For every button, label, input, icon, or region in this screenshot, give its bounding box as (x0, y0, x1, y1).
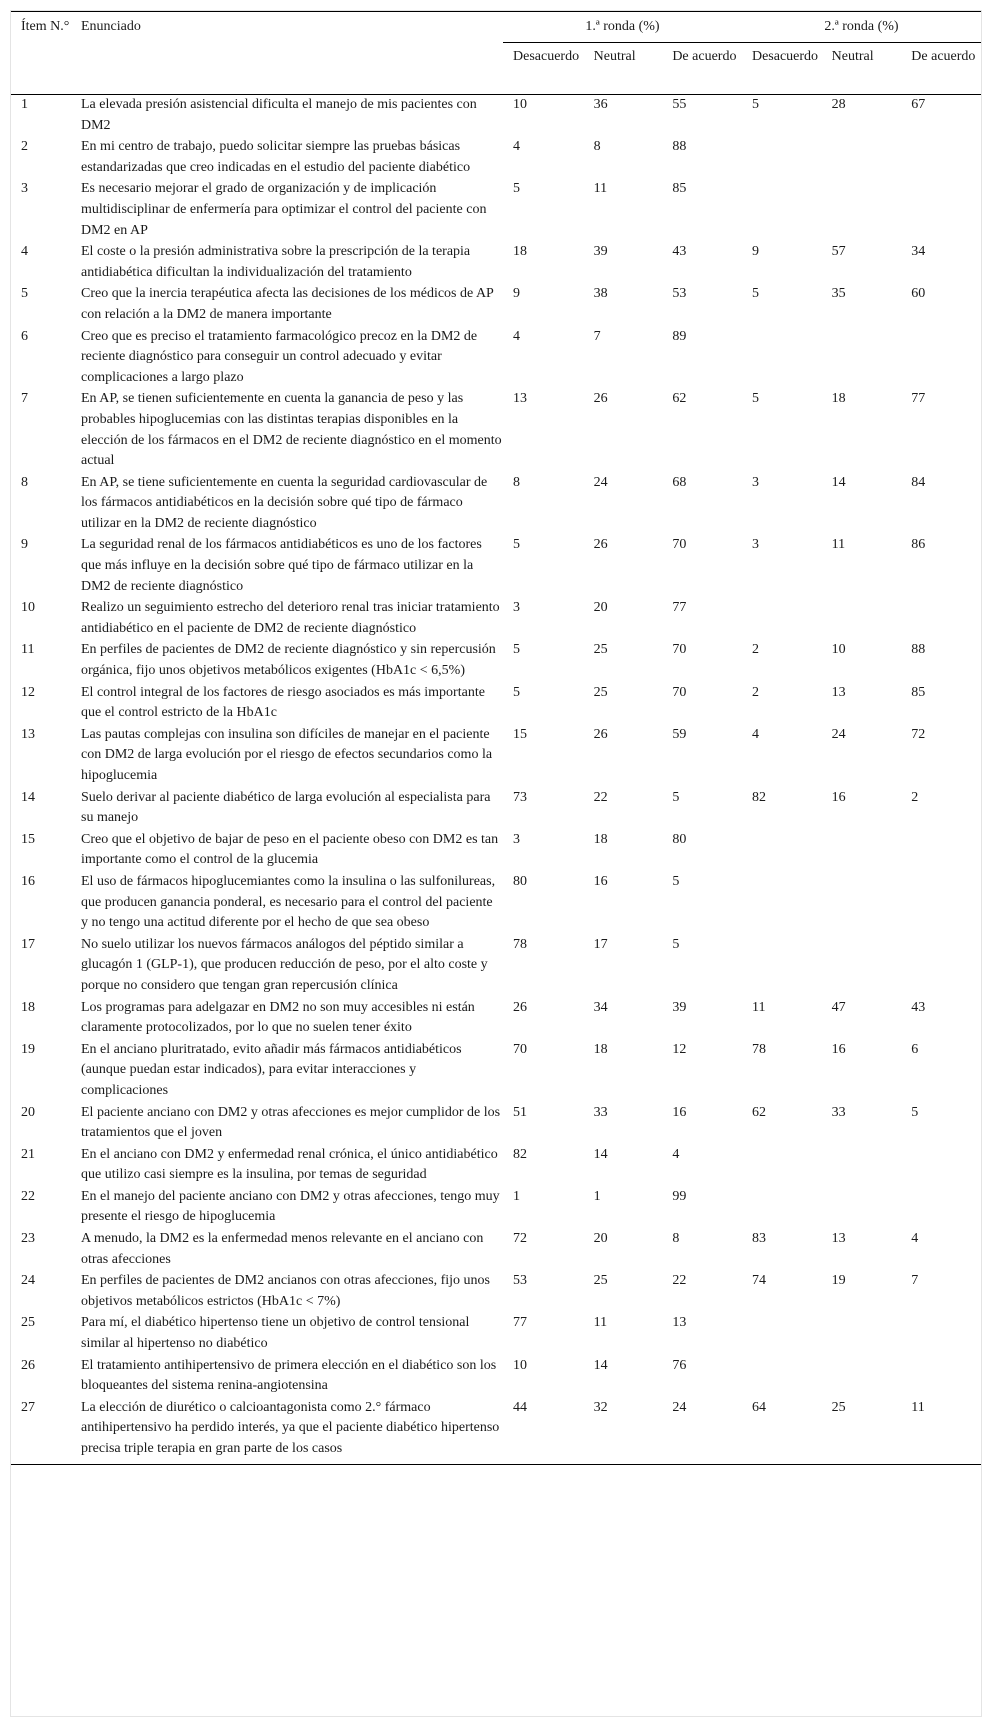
r1-agree: 77 (672, 600, 687, 616)
item-number: 27 (11, 1398, 80, 1464)
r1-agree: 13 (672, 1315, 687, 1331)
table-row (11, 473, 981, 536)
r2-agree (901, 137, 981, 179)
r1-agree: 22 (672, 1273, 687, 1289)
r1-neutral: 11 (593, 1315, 608, 1331)
table-row (11, 1356, 981, 1398)
table-row (11, 725, 981, 788)
r1-agree: 5 (672, 936, 680, 952)
item-number: 15 (21, 831, 35, 847)
item-number: 13 (21, 726, 35, 742)
r1-agree-header: De acuerdo (662, 43, 742, 95)
r1-disagree: 70 (513, 1041, 527, 1057)
table-row (11, 872, 981, 935)
r2-agree: 4 (911, 1231, 919, 1247)
r1-disagree: 1 (513, 1188, 520, 1204)
table-row (11, 137, 981, 179)
item-number: 12 (21, 684, 35, 700)
r2-disagree: 82 (751, 789, 766, 805)
table-row (11, 1271, 981, 1313)
r1-neutral: 14 (593, 1146, 608, 1162)
results-table (11, 11, 981, 1465)
item-number: 11 (21, 642, 35, 658)
item-number: 5 (21, 286, 28, 302)
r2-agree: 11 (901, 1398, 981, 1464)
item-statement: Las pautas complejas con insulina son difíciles de manejar en el paciente con DM2 de larga evolución por el riesgo de efectos secundarios como la hipoglucemia (81, 726, 493, 783)
table-row (11, 1040, 981, 1103)
r1-neutral: 11 (593, 181, 608, 197)
r1-disagree-header: Desacuerdo (503, 43, 583, 95)
table-row (11, 327, 981, 390)
r2-neutral: 47 (831, 999, 846, 1015)
r1-disagree: 18 (513, 244, 527, 260)
r2-agree (901, 327, 981, 390)
item-number: 3 (21, 181, 28, 197)
r2-disagree (742, 1356, 822, 1398)
r1-disagree: 44 (503, 1398, 583, 1464)
r1-neutral: 16 (593, 873, 608, 889)
r2-neutral: 14 (831, 474, 846, 490)
table-row (11, 1187, 981, 1229)
table-row (11, 998, 981, 1040)
table-row (11, 535, 981, 598)
r1-neutral: 26 (593, 391, 608, 407)
r2-agree: 60 (911, 286, 926, 302)
r2-neutral: 13 (831, 684, 846, 700)
r2-disagree: 4 (751, 726, 759, 742)
r2-neutral: 24 (831, 726, 846, 742)
r2-disagree: 11 (751, 999, 766, 1015)
r2-agree: 84 (911, 474, 926, 490)
r2-disagree: 3 (751, 537, 759, 553)
r1-neutral: 33 (593, 1104, 608, 1120)
table-row (11, 935, 981, 998)
r1-agree: 16 (672, 1104, 687, 1120)
r2-agree: 72 (911, 726, 926, 742)
r2-neutral: 16 (831, 1041, 846, 1057)
r2-agree (901, 1187, 981, 1229)
r2-neutral: 16 (831, 789, 846, 805)
item-number: 8 (21, 474, 28, 490)
r2-disagree: 83 (751, 1231, 766, 1247)
r2-agree: 86 (911, 537, 926, 553)
item-number: 14 (21, 789, 35, 805)
r1-agree: 70 (672, 684, 687, 700)
r2-disagree: 5 (751, 391, 759, 407)
item-statement: El uso de fármacos hipoglucemiantes como la insulina o las sulfonilureas, que producen ganancia ponderal, es necesario para el control del paciente y no tengo una actitud diferente por el hecho de que sea obeso (81, 873, 496, 931)
r2-neutral-header: Neutral (822, 43, 902, 95)
item-statement: El control integral de los factores de riesgo asociados es más importante que el control estricto de la HbA1c (81, 684, 485, 721)
r1-neutral: 26 (593, 537, 608, 553)
r1-disagree: 26 (513, 999, 527, 1015)
r1-agree: 99 (672, 1188, 687, 1204)
r2-neutral (822, 830, 902, 872)
r2-disagree (742, 1145, 822, 1187)
r2-agree: 43 (911, 999, 926, 1015)
item-statement: Realizo un seguimiento estrecho del deterioro renal tras iniciar tratamiento antidiabético en el paciente de DM2 de reciente diagnóstico (81, 600, 500, 636)
r2-disagree (742, 1313, 822, 1355)
r2-disagree (742, 830, 822, 872)
r1-agree: 5 (672, 873, 680, 889)
item-statement: Suelo derivar al paciente diabético de larga evolución al especialista para su manejo (81, 789, 491, 826)
r2-agree-header: De acuerdo (901, 43, 981, 95)
r2-disagree (742, 1187, 822, 1229)
r2-neutral (822, 179, 902, 242)
r2-neutral: 11 (831, 537, 846, 553)
r1-disagree: 77 (513, 1315, 527, 1331)
item-statement: Los programas para adelgazar en DM2 no son muy accesibles ni están claramente protocolizados, por lo que no suelen tener éxito (81, 999, 475, 1036)
item-statement: En AP, se tiene suficientemente en cuenta la seguridad cardiovascular de los fármacos antidiabéticos en la decisión sobre qué tipo de fármaco utilizar en la DM2 de reciente diagnóstico (81, 474, 488, 531)
item-statement: Es necesario mejorar el grado de organización y de implicación multidisciplinar de enfermería para optimizar el control del paciente con DM2 en AP (81, 181, 487, 238)
item-statement: Para mí, el diabético hipertenso tiene un objetivo de control tensional similar al hipertenso no diabético (81, 1315, 470, 1352)
r1-agree: 5 (672, 789, 680, 805)
r2-agree (901, 179, 981, 242)
r2-neutral (822, 1187, 902, 1229)
r1-disagree: 3 (513, 600, 520, 616)
r1-neutral: 17 (593, 936, 608, 952)
r1-agree: 88 (672, 139, 687, 155)
r1-disagree: 5 (513, 642, 520, 658)
item-statement: En el anciano con DM2 y enfermedad renal crónica, el único antidiabético que utilizo casi siempre es la insulina, por temas de seguridad (81, 1146, 498, 1183)
r1-agree: 59 (672, 726, 687, 742)
r1-disagree: 10 (513, 97, 527, 112)
table-row (11, 389, 981, 472)
r1-disagree: 4 (513, 139, 520, 155)
item-number: 26 (21, 1357, 35, 1373)
r2-neutral (822, 598, 902, 640)
r2-agree: 5 (911, 1104, 919, 1120)
item-statement: Creo que la inercia terapéutica afecta las decisiones de los médicos de AP con relación a la DM2 de manera importante (81, 286, 494, 322)
r1-neutral: 32 (583, 1398, 663, 1464)
r2-neutral: 19 (831, 1273, 846, 1289)
table-row (11, 830, 981, 872)
item-statement: En AP, se tienen suficientemente en cuenta la ganancia de peso y las probables hipoglucemias con las distintas terapias disponibles en la elección de los fármacos en el DM2 de reciente diagnóstico en el momento actual (81, 391, 502, 469)
table-row (11, 284, 981, 326)
item-statement: La elección de diurético o calcioantagonista como 2.° fármaco antihipertensivo ha perdido interés, ya que el paciente diabético hipertenso precisa triple terapia en gran parte de los casos (80, 1398, 503, 1464)
table-row (11, 95, 981, 138)
r2-neutral: 28 (831, 97, 846, 112)
r2-disagree: 78 (751, 1041, 766, 1057)
r1-neutral: 25 (593, 642, 608, 658)
table-row (11, 1103, 981, 1145)
r2-agree: 67 (911, 97, 926, 112)
r2-neutral: 18 (831, 391, 846, 407)
r1-agree: 4 (672, 1146, 680, 1162)
r2-disagree: 5 (751, 97, 759, 112)
r2-agree: 2 (911, 789, 919, 805)
r1-disagree: 5 (513, 537, 520, 553)
table-row (11, 1398, 981, 1464)
r2-disagree: 64 (742, 1398, 822, 1464)
r1-disagree: 82 (513, 1146, 527, 1162)
r1-agree: 70 (672, 537, 687, 553)
r2-neutral: 35 (831, 286, 846, 302)
r1-neutral: 22 (593, 789, 608, 805)
table-row (11, 683, 981, 725)
r1-neutral: 34 (593, 999, 608, 1015)
r1-neutral: 18 (593, 831, 608, 847)
r2-agree: 77 (911, 391, 926, 407)
item-statement: En perfiles de pacientes de DM2 ancianos con otras afecciones, fijo unos objetivos metabólicos estrictos (HbA1c < 7%) (81, 1273, 490, 1309)
r1-agree: 62 (672, 391, 687, 407)
item-statement: En el anciano pluritratado, evito añadir más fármacos antidiabéticos (aunque puedan estar indicados), para evitar interacciones y complicaciones (81, 1041, 462, 1098)
r2-agree (901, 935, 981, 998)
r2-disagree: 2 (751, 684, 759, 700)
table-row (11, 788, 981, 830)
r1-agree: 12 (672, 1041, 687, 1057)
item-statement: Creo que es preciso el tratamiento farmacológico precoz en la DM2 de reciente diagnóstico para conseguir un control adecuado y evitar complicaciones a largo plazo (81, 328, 478, 385)
item-number: 9 (21, 537, 28, 553)
r2-neutral (822, 1145, 902, 1187)
r2-agree: 6 (911, 1041, 919, 1057)
r1-disagree: 13 (513, 391, 527, 407)
item-number: 21 (21, 1146, 35, 1162)
r2-agree (901, 598, 981, 640)
r2-agree (901, 1356, 981, 1398)
table-row (11, 1145, 981, 1187)
r2-agree (901, 830, 981, 872)
r2-disagree: 74 (751, 1273, 766, 1289)
r2-neutral (822, 872, 902, 935)
r2-neutral (822, 935, 902, 998)
r2-neutral (822, 327, 902, 390)
r1-disagree: 5 (513, 684, 520, 700)
item-statement: En el manejo del paciente anciano con DM2 y otras afecciones, tengo muy presente el riesgo de hipoglucemia (81, 1188, 500, 1225)
r1-agree: 43 (672, 244, 687, 260)
r2-agree (901, 1145, 981, 1187)
r1-neutral: 25 (593, 1273, 608, 1289)
item-number: 24 (21, 1273, 35, 1289)
item-number: 18 (21, 999, 35, 1015)
item-statement: El paciente anciano con DM2 y otras afecciones es mejor cumplidor de los tratamientos que el joven (81, 1104, 501, 1141)
r1-neutral: 26 (593, 726, 608, 742)
r1-neutral: 25 (593, 684, 608, 700)
table-row (11, 1313, 981, 1355)
r2-agree (901, 872, 981, 935)
r1-agree: 89 (672, 328, 687, 344)
r1-agree: 39 (672, 999, 687, 1015)
item-number: 22 (21, 1188, 35, 1204)
item-statement: No suelo utilizar los nuevos fármacos análogos del péptido similar a glucagón 1 (GLP-1), que producen reducción de peso, por el alto coste y porque no considero que tengan gran repercusión clínica (81, 936, 488, 993)
r1-disagree: 10 (513, 1357, 527, 1373)
r2-disagree (742, 935, 822, 998)
item-number-header: Ítem N.° (11, 13, 80, 65)
r1-disagree: 73 (513, 789, 527, 805)
r1-neutral: 8 (593, 139, 601, 155)
item-number: 16 (21, 873, 35, 889)
r1-agree: 85 (672, 181, 687, 197)
table-row (11, 242, 981, 284)
r1-agree: 80 (672, 831, 687, 847)
item-number: 20 (21, 1104, 35, 1120)
round2-header: 2.ª ronda (%) (742, 12, 981, 43)
table-row (11, 640, 981, 682)
r1-disagree: 4 (513, 328, 520, 344)
item-number: 10 (21, 600, 35, 616)
item-number: 6 (21, 328, 28, 344)
item-number: 25 (21, 1315, 35, 1331)
round1-header: 1.ª ronda (%) (503, 12, 742, 43)
r2-neutral (822, 1356, 902, 1398)
r1-neutral: 38 (593, 286, 608, 302)
r1-agree: 68 (672, 474, 687, 490)
r2-disagree (742, 327, 822, 390)
r2-neutral: 25 (822, 1398, 902, 1464)
table-row (11, 598, 981, 640)
r1-agree: 53 (672, 286, 687, 302)
r2-neutral: 10 (831, 642, 846, 658)
r2-disagree (742, 598, 822, 640)
r1-disagree: 78 (513, 936, 527, 952)
r2-disagree (742, 872, 822, 935)
r2-neutral (822, 1313, 902, 1355)
item-statement: El coste o la presión administrativa sobre la prescripción de la terapia antidiabética dificultan la individualización del tratamiento (81, 244, 471, 280)
r2-disagree-header: Desacuerdo (742, 43, 822, 95)
r1-neutral: 36 (593, 97, 608, 112)
r2-agree: 7 (911, 1273, 919, 1289)
r1-disagree: 51 (513, 1104, 527, 1120)
item-statement: A menudo, la DM2 es la enfermedad menos relevante en el anciano con otras afecciones (81, 1231, 484, 1267)
r2-disagree (742, 179, 822, 242)
r1-disagree: 9 (513, 286, 520, 302)
r1-neutral: 1 (593, 1188, 601, 1204)
item-statement: Creo que el objetivo de bajar de peso en el paciente obeso con DM2 es tan importante como el control de la glucemia (81, 831, 499, 868)
item-statement: El tratamiento antihipertensivo de primera elección en el diabético son los bloqueantes del sistema renina-angiotensina (81, 1357, 497, 1394)
item-number: 19 (21, 1041, 35, 1057)
r1-disagree: 8 (513, 474, 520, 490)
r1-agree: 24 (662, 1398, 742, 1464)
r1-agree: 8 (672, 1231, 680, 1247)
r1-agree: 55 (672, 97, 687, 112)
item-number: 17 (21, 936, 35, 952)
r1-neutral: 20 (593, 1231, 608, 1247)
table-row (11, 179, 981, 242)
r2-disagree: 9 (751, 244, 759, 260)
item-statement: La elevada presión asistencial dificulta el manejo de mis pacientes con DM2 (81, 97, 477, 133)
r2-disagree (742, 137, 822, 179)
r2-disagree: 3 (751, 474, 759, 490)
item-number: 2 (21, 139, 28, 155)
r2-agree: 88 (911, 642, 926, 658)
table-row (11, 1229, 981, 1271)
r1-neutral: 7 (593, 328, 601, 344)
r1-neutral: 14 (593, 1357, 608, 1373)
r2-agree: 85 (911, 684, 926, 700)
item-number: 4 (21, 244, 28, 260)
r2-neutral (822, 137, 902, 179)
r1-neutral: 18 (593, 1041, 608, 1057)
item-statement: La seguridad renal de los fármacos antidiabéticos es uno de los factores que más influye en la decisión sobre qué tipo de fármaco utilizar en la DM2 de reciente diagnóstico (81, 537, 482, 594)
r2-disagree: 2 (751, 642, 759, 658)
r1-agree: 76 (672, 1357, 687, 1373)
r2-agree: 34 (911, 244, 926, 260)
r1-disagree: 3 (513, 831, 520, 847)
r2-disagree: 5 (751, 286, 759, 302)
item-statement: En perfiles de pacientes de DM2 de reciente diagnóstico y sin repercusión orgánica, fijo unos objetivos metabólicos exigentes (HbA1c < 6,5%) (81, 642, 496, 679)
statement-header: Enunciado (80, 13, 503, 65)
r2-neutral: 57 (831, 244, 846, 260)
r1-disagree: 53 (513, 1273, 527, 1289)
r2-neutral: 13 (831, 1231, 846, 1247)
r1-disagree: 15 (513, 726, 527, 742)
r1-disagree: 5 (513, 181, 520, 197)
r1-disagree: 72 (513, 1231, 527, 1247)
item-statement: En mi centro de trabajo, puedo solicitar siempre las pruebas básicas estandarizadas que creo indicadas en el estudio del paciente diabético (81, 139, 471, 175)
r1-neutral: 20 (593, 600, 608, 616)
r1-neutral: 24 (593, 474, 608, 490)
r1-neutral: 39 (593, 244, 608, 260)
r2-disagree: 62 (751, 1104, 766, 1120)
item-number: 7 (21, 391, 28, 407)
r2-agree (901, 1313, 981, 1355)
item-number: 23 (21, 1231, 35, 1247)
r1-neutral-header: Neutral (583, 43, 663, 95)
item-number: 1 (21, 97, 28, 112)
r2-neutral: 33 (831, 1104, 846, 1120)
r1-disagree: 80 (513, 873, 527, 889)
r1-agree: 70 (672, 642, 687, 658)
